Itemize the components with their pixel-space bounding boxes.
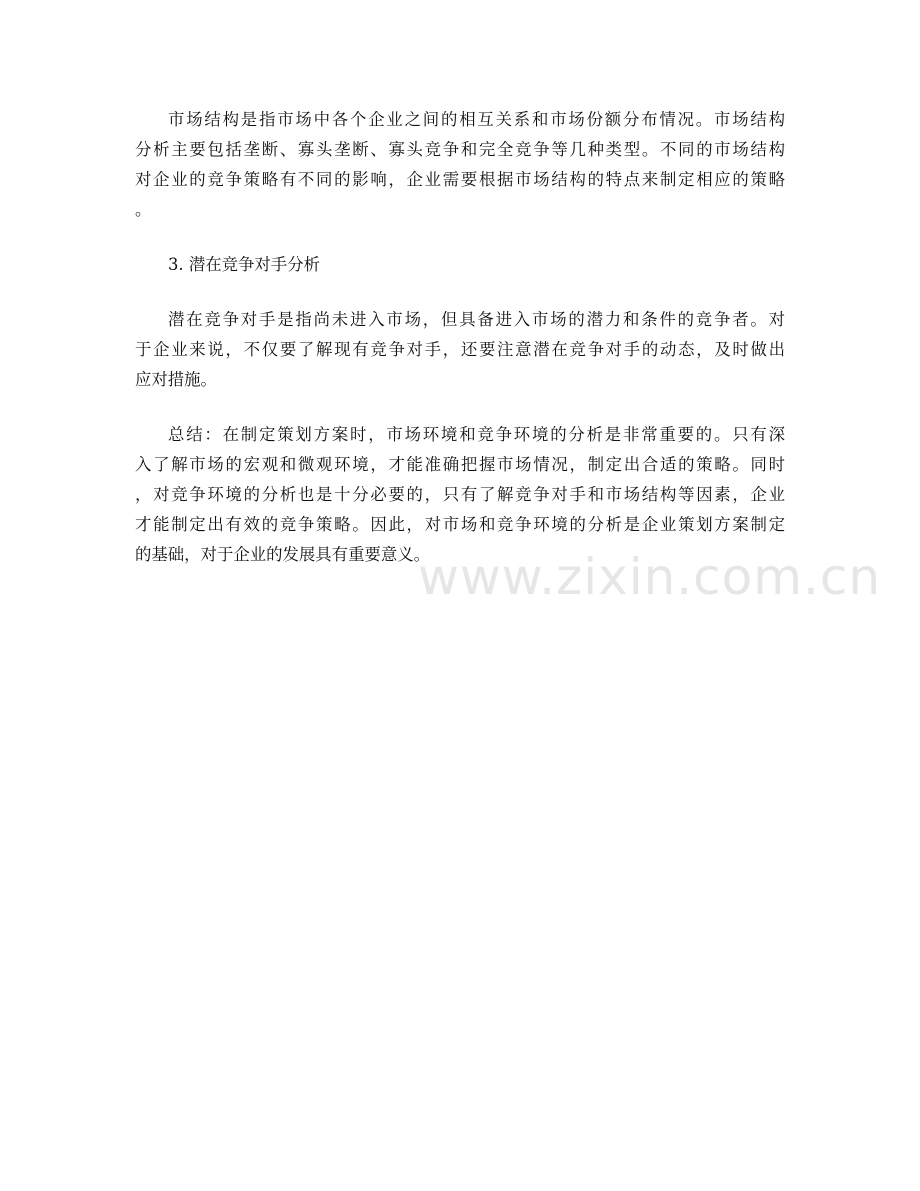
- text-line: 对企业的竞争策略有不同的影响，企业需要根据市场结构的特点来制定相应的策略: [135, 170, 785, 189]
- text-line: ，对竞争环境的分析也是十分必要的，只有了解竞争对手和市场结构等因素，企业: [135, 485, 785, 504]
- text-line: 应对措施。: [135, 370, 217, 389]
- paragraph-summary: [135, 420, 785, 570]
- text-line: 。: [135, 200, 152, 219]
- text-line: 的基础，对于企业的发展具有重要意义。: [135, 545, 431, 564]
- text-line: 入了解市场的宏观和微观环境，才能准确把握市场情况，制定出合适的策略。同时: [135, 455, 785, 474]
- paragraph-potential-competitors: [135, 305, 785, 395]
- paragraph-market-structure: [135, 105, 785, 225]
- text-line: 于企业来说，不仅要了解现有竞争对手，还要注意潜在竞争对手的动态，及时做出: [135, 340, 785, 359]
- text-line: 市场结构是指市场中各个企业之间的相互关系和市场份额分布情况。市场结构: [168, 110, 785, 129]
- watermark: www.zixin.com.cn: [418, 548, 882, 606]
- text-line: 分析主要包括垄断、寡头垄断、寡头竞争和完全竞争等几种类型。不同的市场结构: [135, 140, 785, 159]
- text-line: 潜在竞争对手是指尚未进入市场，但具备进入市场的潜力和条件的竞争者。对: [168, 310, 785, 329]
- text-line: 才能制定出有效的竞争策略。因此，对市场和竞争环境的分析是企业策划方案制定: [135, 515, 785, 534]
- document-body: [135, 105, 785, 570]
- text-line: 总结：在制定策划方案时，市场环境和竞争环境的分析是非常重要的。只有深: [168, 425, 785, 444]
- heading-potential-competitors: 3. 潜在竞争对手分析: [168, 255, 320, 274]
- section-heading: [135, 250, 785, 280]
